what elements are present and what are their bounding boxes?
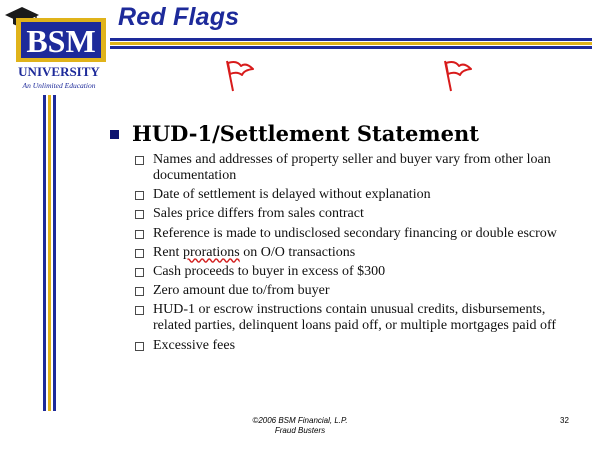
list-item: Sales price differs from sales contract: [130, 206, 585, 222]
slide-title: Red Flags: [118, 3, 240, 31]
side-rule-navy: [43, 95, 46, 411]
side-rule-gold: [48, 95, 51, 411]
slide-footer: [200, 416, 400, 436]
heading-row: [110, 121, 479, 146]
list-item: HUD-1 or escrow instructions contain unusual credits, disbursements, related parties, delinquent loans paid off, or multiple mortgages paid off: [130, 302, 585, 334]
hollow-square-bullet-icon: [135, 249, 144, 258]
hollow-square-bullet-icon: [135, 210, 144, 219]
list-item: Zero amount due to/from buyer: [130, 283, 585, 299]
list-item: Cash proceeds to buyer in excess of $300: [130, 264, 585, 280]
bsm-university-logo: [2, 2, 110, 94]
top-rule-navy: [110, 38, 592, 41]
red-flag-icon: [440, 58, 476, 94]
logo-university-text: UNIVERSITY: [18, 64, 100, 79]
hollow-square-bullet-icon: [135, 287, 144, 296]
side-rule-navy-right: [53, 95, 56, 411]
hollow-square-bullet-icon: [135, 342, 144, 351]
list-item: Date of settlement is delayed without explanation: [130, 187, 585, 203]
hollow-square-bullet-icon: [135, 191, 144, 200]
hollow-square-bullet-icon: [135, 268, 144, 277]
list-item: Rent prorations on O/O transactions: [130, 245, 585, 261]
spellcheck-flagged-word: prorations: [182, 244, 240, 260]
hollow-square-bullet-icon: [135, 156, 144, 165]
footer-copyright: ©2006 BSM Financial, L.P.: [252, 416, 348, 425]
list-item: Names and addresses of property seller and buyer vary from other loan documentation: [130, 152, 585, 184]
square-bullet-icon: [110, 130, 119, 139]
section-heading: HUD-1/Settlement Statement: [132, 121, 479, 146]
hollow-square-bullet-icon: [135, 306, 144, 315]
list-item: Excessive fees: [130, 338, 585, 354]
page-number: 32: [560, 416, 569, 425]
logo-tagline-text: An Unlimited Education: [22, 81, 96, 90]
red-flag-icon: [222, 58, 258, 94]
footer-subtitle: Fraud Busters: [274, 426, 326, 435]
logo-brand-text: BSM: [26, 23, 96, 59]
hollow-square-bullet-icon: [135, 230, 144, 239]
bullet-list: [130, 152, 585, 357]
top-rule-gold: [110, 42, 592, 45]
top-rule-navy-lower: [110, 46, 592, 49]
list-item: Reference is made to undisclosed secondary financing or double escrow: [130, 226, 585, 242]
